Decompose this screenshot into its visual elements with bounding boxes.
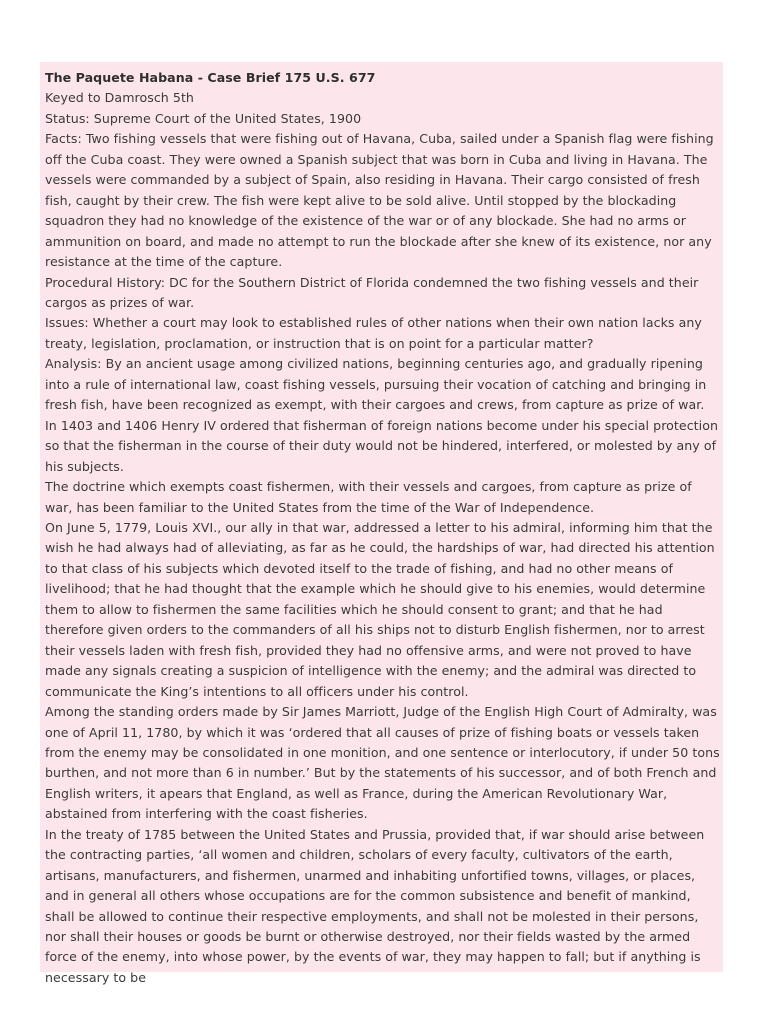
status-line: Status: Supreme Court of the United States, 1900 <box>45 110 362 126</box>
keyed-line: Keyed to Damrosch 5th <box>45 90 194 106</box>
marriott-paragraph: Among the standing orders made by Sir James Marriott, Judge of the English High Court of Admiralty, was one of April 11, 1780, by which it was ‘ordered that all causes of prize of fishing boats or vessels taken from the enemy may be consolidated in one monition, and one sentence or interlocutory, if under 50 tons burthen, and not more than 6 in number.’ But by the statements of his successor, and of both French and English writers, it apears that England, as well as France, during the American Revolutionary War, abstained from interfering with the coast fisheries. <box>45 704 720 822</box>
procedural-history-paragraph: Procedural History: DC for the Southern District of Florida condemned the two fishing vessels and their cargos as prizes of war. <box>45 274 699 310</box>
document-body <box>45 68 721 988</box>
louis-xvi-paragraph: On June 5, 1779, Louis XVI., our ally in that war, addressed a letter to his admiral, informing him that the wish he had always had of alleviating, as far as he could, the hardships of war, had directed his attention to that class of his subjects which devoted itself to the trade of fishing, and had no other means of livelihood; that he had thought that the example which he should give to his enemies, would determine them to allow to fishermen the same facilities which he should consent to grant; and that he had therefore given orders to the commanders of all his ships not to disturb English fishermen, nor to arrest their vessels laden with fresh fish, provided they had no offensive arms, and were not proved to have made any signals creating a suspicion of intelligence with the enemy; and the admiral was directed to communicate the King’s intentions to all officers under his control. <box>45 519 715 699</box>
analysis-paragraph: Analysis: By an ancient usage among civilized nations, beginning centuries ago, and gradually ripening into a rule of international law, coast fishing vessels, pursuing their vocation of catching and bringing in fresh fish, have been recognized as exempt, with their cargoes and crews, from capture as prize of war. <box>45 356 707 413</box>
doctrine-paragraph: The doctrine which exempts coast fishermen, with their vessels and cargoes, from capture as prize of war, has been familiar to the United States from the time of the War of Independence. <box>45 479 692 515</box>
document-page <box>40 62 723 985</box>
treaty-paragraph: In the treaty of 1785 between the United States and Prussia, provided that, if war should arise between the contracting parties, ‘all women and children, scholars of every faculty, cultivators of the earth, artisans, manufacturers, and fishermen, unarmed and inhabiting unfortified towns, villages, or places, and in general all others whose occupations are for the common subsistence and benefit of mankind, shall be allowed to continue their respective employments, and shall not be molested in their persons, nor shall their houses or goods be burnt or otherwise destroyed, nor their fields wasted by the armed force of the enemy, into whose power, by the events of war, they may happen to fall; but if anything is necessary to be <box>45 826 705 985</box>
henry-iv-paragraph: In 1403 and 1406 Henry IV ordered that fisherman of foreign nations become under his special protection so that the fisherman in the course of their duty would not be hindered, interfered, or molested by any of his subjects. <box>45 417 718 474</box>
issues-paragraph: Issues: Whether a court may look to established rules of other nations when their own nation lacks any treaty, legislation, proclamation, or instruction that is on point for a particular matter? <box>45 315 702 351</box>
facts-paragraph: Facts: Two fishing vessels that were fishing out of Havana, Cuba, sailed under a Spanish flag were fishing off the Cuba coast. They were owned a Spanish subject that was born in Cuba and living in Havana. The vessels were commanded by a subject of Spain, also residing in Havana. Their cargo consisted of fresh fish, caught by their crew. The fish were kept alive to be sold alive. Until stopped by the blockading squadron they had no knowledge of the existence of the war or of any blockade. She had no arms or ammunition on board, and made no attempt to run the blockade after she knew of its existence, nor any resistance at the time of the capture. <box>45 131 714 270</box>
case-title: The Paquete Habana - Case Brief 175 U.S. 677 <box>45 70 376 85</box>
